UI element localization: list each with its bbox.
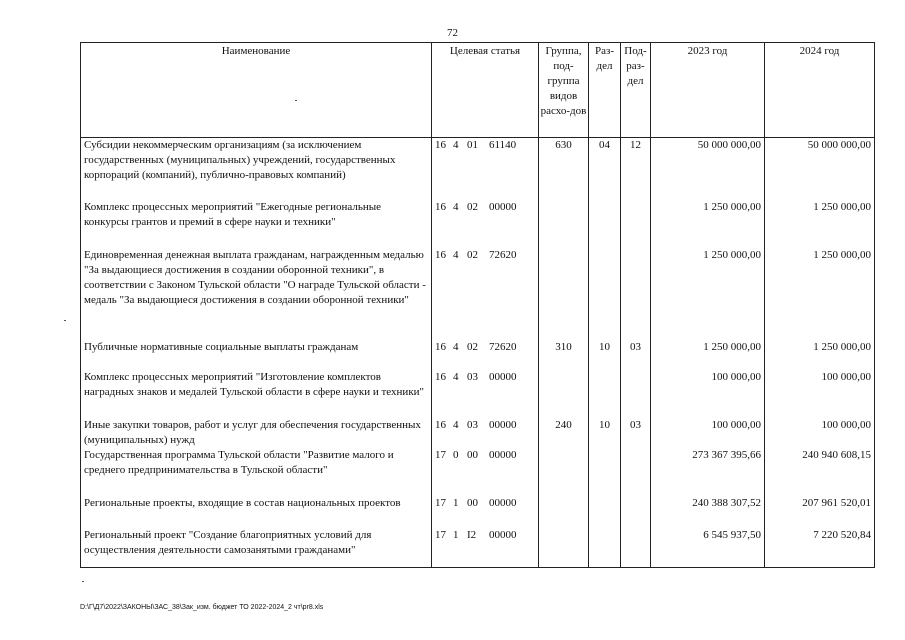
target-article-part: 16 <box>435 370 446 383</box>
row-name: Комплекс процессных мероприятий "Ежегодные региональные конкурсы грантов и премий в сфере науки и техники" <box>81 200 432 248</box>
target-article-part: 00000 <box>489 370 517 383</box>
header-section: Раз-дел <box>589 43 621 138</box>
row-expense-group: 630 <box>539 138 589 200</box>
scan-speck <box>82 581 84 582</box>
target-article-part: 17 <box>435 448 446 461</box>
row-amount-2023: 1 250 000,00 <box>651 340 765 370</box>
table-row <box>81 248 875 340</box>
scan-speck <box>64 320 66 321</box>
target-article-part: 02 <box>467 200 478 213</box>
target-article-part: 00 <box>467 448 478 461</box>
row-target-article <box>432 418 539 448</box>
target-article-part: I2 <box>467 528 477 541</box>
target-article-part: 1 <box>453 496 459 509</box>
row-name: Субсидии некоммерческим организациям (за исключением государственных (муниципальных) учреждений, государственных корпораций (компаний), публично-правовых компаний) <box>81 138 432 200</box>
row-subsection <box>621 496 651 528</box>
target-article-part: 00 <box>467 496 478 509</box>
target-article-part: 16 <box>435 248 446 261</box>
table-row <box>81 370 875 418</box>
target-article-part: 02 <box>467 340 478 353</box>
target-article-part: 01 <box>467 139 478 151</box>
row-subsection: 03 <box>621 418 651 448</box>
target-article-part: 61140 <box>489 139 517 151</box>
row-target-article <box>432 248 539 340</box>
header-target-article: Целевая статья <box>432 43 539 138</box>
row-subsection: 12 <box>621 138 651 200</box>
row-name: Комплекс процессных мероприятий "Изготовление комплектов наградных знаков и медалей Тульской области в сфере науки и техники" <box>81 370 432 418</box>
target-article-part: 4 <box>453 418 459 431</box>
row-subsection <box>621 248 651 340</box>
target-article-part: 16 <box>435 340 446 353</box>
target-article-part: 72620 <box>489 340 517 353</box>
target-article-part: 16 <box>435 200 446 213</box>
row-subsection <box>621 200 651 248</box>
row-target-article <box>432 200 539 248</box>
target-article-part: 03 <box>467 370 478 383</box>
row-target-article <box>432 340 539 370</box>
row-section: 10 <box>589 340 621 370</box>
row-expense-group: 240 <box>539 418 589 448</box>
row-expense-group <box>539 448 589 496</box>
target-article-part: 02 <box>467 248 478 261</box>
target-article-part: 16 <box>435 418 446 431</box>
row-amount-2023: 100 000,00 <box>651 370 765 418</box>
table-header-row <box>81 43 875 138</box>
table-row <box>81 200 875 248</box>
target-article-part: 1 <box>453 528 459 541</box>
row-amount-2024: 7 220 520,84 <box>765 528 875 568</box>
page-number: 72 <box>447 27 458 39</box>
row-target-article <box>432 448 539 496</box>
row-name: Иные закупки товаров, работ и услуг для обеспечения государственных (муниципальных) нужд <box>81 418 432 448</box>
row-expense-group <box>539 496 589 528</box>
row-amount-2024: 100 000,00 <box>765 370 875 418</box>
row-section: 10 <box>589 418 621 448</box>
header-subsection: Под-раз-дел <box>621 43 651 138</box>
target-article-part: 00000 <box>489 528 517 541</box>
row-section <box>589 370 621 418</box>
target-article-part: 03 <box>467 418 478 431</box>
row-amount-2024: 50 000 000,00 <box>765 138 875 200</box>
table-row <box>81 138 875 200</box>
row-expense-group <box>539 248 589 340</box>
row-section: 04 <box>589 138 621 200</box>
row-expense-group <box>539 528 589 568</box>
row-amount-2023: 240 388 307,52 <box>651 496 765 528</box>
row-subsection <box>621 370 651 418</box>
row-section <box>589 496 621 528</box>
target-article-part: 17 <box>435 496 446 509</box>
target-article-part: 00000 <box>489 200 517 213</box>
row-section <box>589 200 621 248</box>
target-article-part: 4 <box>453 340 459 353</box>
header-name: Наименование <box>81 43 432 138</box>
target-article-part: 00000 <box>489 448 517 461</box>
header-year-2023: 2023 год <box>651 43 765 138</box>
target-article-part: 00000 <box>489 496 517 509</box>
row-target-article <box>432 528 539 568</box>
row-amount-2023: 1 250 000,00 <box>651 248 765 340</box>
target-article-part: 4 <box>453 200 459 213</box>
target-article-part: 4 <box>453 370 459 383</box>
target-article-part: 00000 <box>489 418 517 431</box>
target-article-part: 4 <box>453 248 459 261</box>
row-amount-2023: 273 367 395,66 <box>651 448 765 496</box>
table-row <box>81 448 875 496</box>
row-expense-group <box>539 370 589 418</box>
row-section <box>589 528 621 568</box>
budget-table <box>80 42 875 568</box>
scan-speck <box>295 100 297 101</box>
row-subsection: 03 <box>621 340 651 370</box>
table-row <box>81 528 875 568</box>
row-target-article <box>432 496 539 528</box>
row-name: Региональные проекты, входящие в состав национальных проектов <box>81 496 432 528</box>
target-article-part: 16 <box>435 139 446 151</box>
row-expense-group <box>539 200 589 248</box>
target-article-part: 72620 <box>489 248 517 261</box>
row-section <box>589 248 621 340</box>
row-amount-2024: 240 940 608,15 <box>765 448 875 496</box>
row-name: Региональный проект "Создание благоприятных условий для осуществления деятельности самозанятыми гражданами" <box>81 528 432 568</box>
row-amount-2023: 100 000,00 <box>651 418 765 448</box>
row-expense-group: 310 <box>539 340 589 370</box>
row-amount-2024: 1 250 000,00 <box>765 340 875 370</box>
table-row <box>81 340 875 370</box>
row-name: Публичные нормативные социальные выплаты гражданам <box>81 340 432 370</box>
file-path-footer: D:\Г\Д7\2022\ЗАКОНЫ\ЗАС_38\Зак_изм. бюджет ТО 2022-2024_2 чт\pr8.xls <box>80 604 324 611</box>
row-target-article <box>432 138 539 200</box>
row-amount-2024: 1 250 000,00 <box>765 200 875 248</box>
row-amount-2023: 6 545 937,50 <box>651 528 765 568</box>
row-name: Единовременная денежная выплата гражданам, награжденным медалью "За выдающиеся достижения в создании оборонной техники", в соответствии с Законом Тульской области "О награде Тульской области - медаль "За выдающиеся достижения в создании оборонной техники" <box>81 248 432 340</box>
table-row <box>81 496 875 528</box>
row-amount-2023: 1 250 000,00 <box>651 200 765 248</box>
header-year-2024: 2024 год <box>765 43 875 138</box>
target-article-part: 4 <box>453 139 459 151</box>
row-section <box>589 448 621 496</box>
header-expense-group: Группа, под-группа видов расхо-дов <box>539 43 589 138</box>
row-amount-2024: 100 000,00 <box>765 418 875 448</box>
row-amount-2023: 50 000 000,00 <box>651 138 765 200</box>
row-subsection <box>621 528 651 568</box>
row-subsection <box>621 448 651 496</box>
row-amount-2024: 1 250 000,00 <box>765 248 875 340</box>
table-row <box>81 418 875 448</box>
row-name: Государственная программа Тульской области "Развитие малого и среднего предпринимательства в Тульской области" <box>81 448 432 496</box>
target-article-part: 0 <box>453 448 459 461</box>
row-amount-2024: 207 961 520,01 <box>765 496 875 528</box>
target-article-part: 17 <box>435 528 446 541</box>
row-target-article <box>432 370 539 418</box>
